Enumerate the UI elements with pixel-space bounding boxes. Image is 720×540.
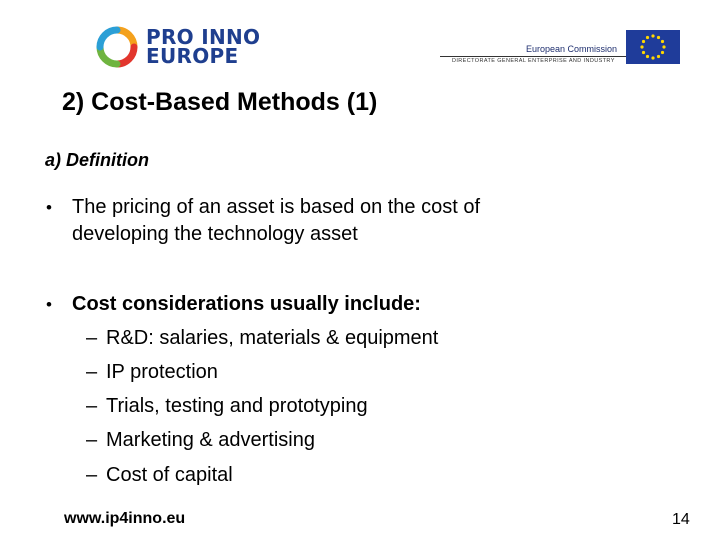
bullet-dot: • bbox=[46, 295, 52, 314]
footer-url: www.ip4inno.eu bbox=[64, 510, 186, 527]
eu-stars-icon bbox=[626, 30, 680, 64]
list-item bbox=[86, 355, 218, 389]
pro-inno-europe-logo bbox=[92, 22, 262, 72]
swirl-logo-icon bbox=[92, 22, 142, 72]
list-item-text: Cost of capital bbox=[106, 464, 233, 486]
dash-marker: – bbox=[86, 395, 98, 417]
list-item-text: Marketing & advertising bbox=[106, 429, 315, 451]
bullet-dot: • bbox=[46, 198, 52, 217]
bullet-text bbox=[72, 194, 480, 248]
dash-marker: – bbox=[86, 464, 98, 486]
bullet-text: Cost considerations usually include: bbox=[72, 293, 421, 315]
list-item-text: IP protection bbox=[106, 361, 218, 383]
dash-marker: – bbox=[86, 361, 98, 383]
european-commission-label: European Commission bbox=[526, 44, 618, 54]
bullet-line-2: developing the technology asset bbox=[72, 223, 358, 245]
list-item bbox=[86, 389, 368, 423]
list-item-text: Trials, testing and prototyping bbox=[106, 395, 368, 417]
logo-line-2: EUROPE bbox=[146, 44, 239, 68]
dash-marker: – bbox=[86, 429, 98, 451]
dash-marker: – bbox=[86, 327, 98, 349]
bullet-line-1: The pricing of an asset is based on the cost of bbox=[72, 196, 481, 218]
logo-wordmark bbox=[146, 25, 261, 68]
list-item bbox=[86, 458, 233, 492]
list-item bbox=[86, 423, 315, 457]
eu-flag-icon bbox=[626, 30, 680, 64]
logo-line-1: PRO INNO bbox=[146, 25, 261, 49]
section-subtitle: a) Definition bbox=[45, 150, 149, 170]
list-item-text: R&D: salaries, materials & equipment bbox=[106, 327, 439, 349]
directorate-general-label: DIRECTORATE GENERAL ENTERPRISE AND INDUSTRY bbox=[452, 58, 615, 64]
slide-title: 2) Cost-Based Methods (1) bbox=[62, 88, 378, 116]
list-item bbox=[86, 321, 438, 355]
header-divider bbox=[440, 56, 630, 57]
page-number: 14 bbox=[672, 511, 690, 528]
